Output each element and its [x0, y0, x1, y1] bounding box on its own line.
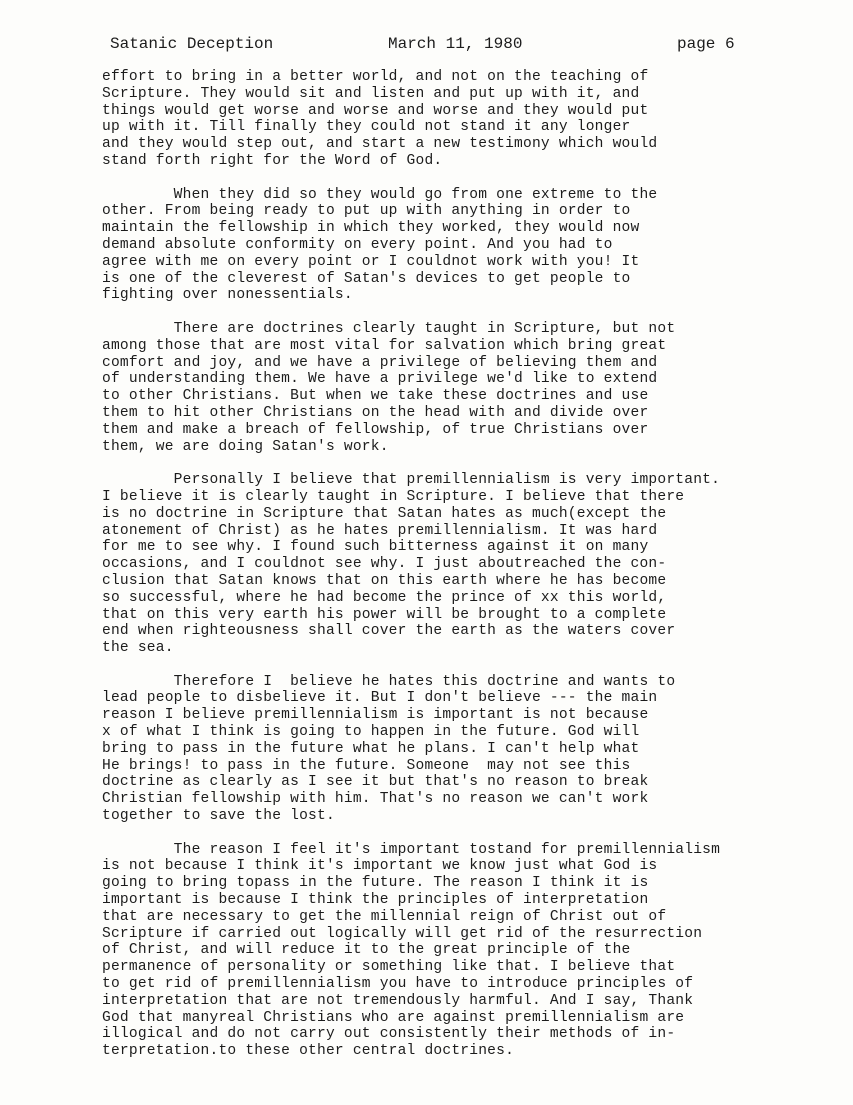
text-line: reason I believe premillennialism is important is not because	[102, 707, 649, 724]
text-line: The reason I feel it's important tostand for premillennialism	[102, 841, 721, 858]
text-line: Christian fellowship with him. That's no reason we can't work	[102, 791, 649, 808]
text-line: Scripture. They would sit and listen and put up with it, and	[102, 85, 640, 102]
text-line: to get rid of premillennialism you have to introduce principles of	[102, 976, 694, 993]
paragraph	[102, 321, 822, 455]
document-body	[102, 69, 822, 1077]
header-page-number: page 6	[677, 35, 735, 53]
paragraph	[102, 69, 822, 170]
text-line: and they would step out, and start a new testimony which would	[102, 136, 658, 153]
text-line: stand forth right for the Word of God.	[102, 152, 443, 169]
text-line: interpretation that are not tremendously harmful. And I say, Thank	[102, 992, 694, 1009]
text-line: that on this very earth his power will be brought to a complete	[102, 606, 667, 623]
text-line: Scripture if carried out logically will get rid of the resurrection	[102, 925, 703, 942]
text-line: to other Christians. But when we take these doctrines and use	[102, 388, 649, 405]
text-line: for me to see why. I found such bitterness against it on many	[102, 539, 649, 556]
text-line: atonement of Christ) as he hates premillennialism. It was hard	[102, 522, 658, 539]
text-line: illogical and do not carry out consistently their methods of in-	[102, 1026, 676, 1043]
text-line: There are doctrines clearly taught in Scripture, but not	[102, 320, 676, 337]
text-line: effort to bring in a better world, and not on the teaching of	[102, 69, 649, 85]
text-line: other. From being ready to put up with anything in order to	[102, 203, 631, 220]
text-line: occasions, and I couldnot see why. I just aboutreached the con-	[102, 556, 667, 573]
text-line: He brings! to pass in the future. Someone may not see this	[102, 757, 631, 774]
text-line: the sea.	[102, 640, 174, 657]
paragraph	[102, 472, 822, 657]
text-line: Therefore I believe he hates this doctrine and wants to	[102, 673, 676, 690]
text-line: comfort and joy, and we have a privilege of believing them and	[102, 354, 658, 371]
text-line: bring to pass in the future what he plans. I can't help what	[102, 740, 640, 757]
text-line: among those that are most vital for salvation which bring great	[102, 337, 667, 354]
text-line: together to save the lost.	[102, 808, 335, 825]
text-line: doctrine as clearly as I see it but that's no reason to break	[102, 774, 649, 791]
text-line: I believe it is clearly taught in Scripture. I believe that there	[102, 488, 685, 505]
text-line: going to bring topass in the future. The reason I think it is	[102, 875, 649, 892]
text-line: of Christ, and will reduce it to the great principle of the	[102, 942, 631, 959]
text-line: is not because I think it's important we know just what God is	[102, 858, 658, 875]
text-line: God that manyreal Christians who are against premillennialism are	[102, 1009, 685, 1026]
text-line: so successful, where he had become the prince of xx this world,	[102, 589, 667, 606]
text-line: terpretation.to these other central doctrines.	[102, 1043, 515, 1060]
header-title: Satanic Deception	[110, 35, 274, 53]
page-header	[0, 35, 853, 55]
text-line: permanence of personality or something like that. I believe that	[102, 959, 676, 976]
text-line: end when righteousness shall cover the earth as the waters cover	[102, 623, 676, 640]
text-line: things would get worse and worse and worse and they would put	[102, 102, 649, 119]
text-line: them, we are doing Satan's work.	[102, 438, 389, 455]
text-line: important is because I think the principles of interpretation	[102, 892, 649, 909]
text-line: fighting over nonessentials.	[102, 287, 353, 304]
text-line: When they did so they would go from one extreme to the	[102, 186, 658, 203]
text-line: Personally I believe that premillennialism is very important.	[102, 472, 721, 489]
text-line: maintain the fellowship in which they worked, they would now	[102, 220, 640, 237]
text-line: of understanding them. We have a privilege we'd like to extend	[102, 371, 658, 388]
text-line: is one of the cleverest of Satan's devices to get people to	[102, 270, 631, 287]
text-line: lead people to disbelieve it. But I don't believe --- the main	[102, 690, 658, 707]
paragraph	[102, 674, 822, 825]
header-date: March 11, 1980	[388, 35, 523, 53]
text-line: them to hit other Christians on the head with and divide over	[102, 404, 649, 421]
text-line: that are necessary to get the millennial reign of Christ out of	[102, 908, 667, 925]
paragraph	[102, 842, 822, 1060]
text-line: x of what I think is going to happen in the future. God will	[102, 724, 640, 741]
text-line: agree with me on every point or I couldnot work with you! It	[102, 253, 640, 270]
paragraph	[102, 187, 822, 305]
text-line: them and make a breach of fellowship, of true Christians over	[102, 421, 649, 438]
text-line: is no doctrine in Scripture that Satan hates as much(except the	[102, 505, 667, 522]
text-line: demand absolute conformity on every point. And you had to	[102, 236, 613, 253]
text-line: clusion that Satan knows that on this earth where he has become	[102, 572, 667, 589]
text-line: up with it. Till finally they could not stand it any longer	[102, 119, 631, 136]
